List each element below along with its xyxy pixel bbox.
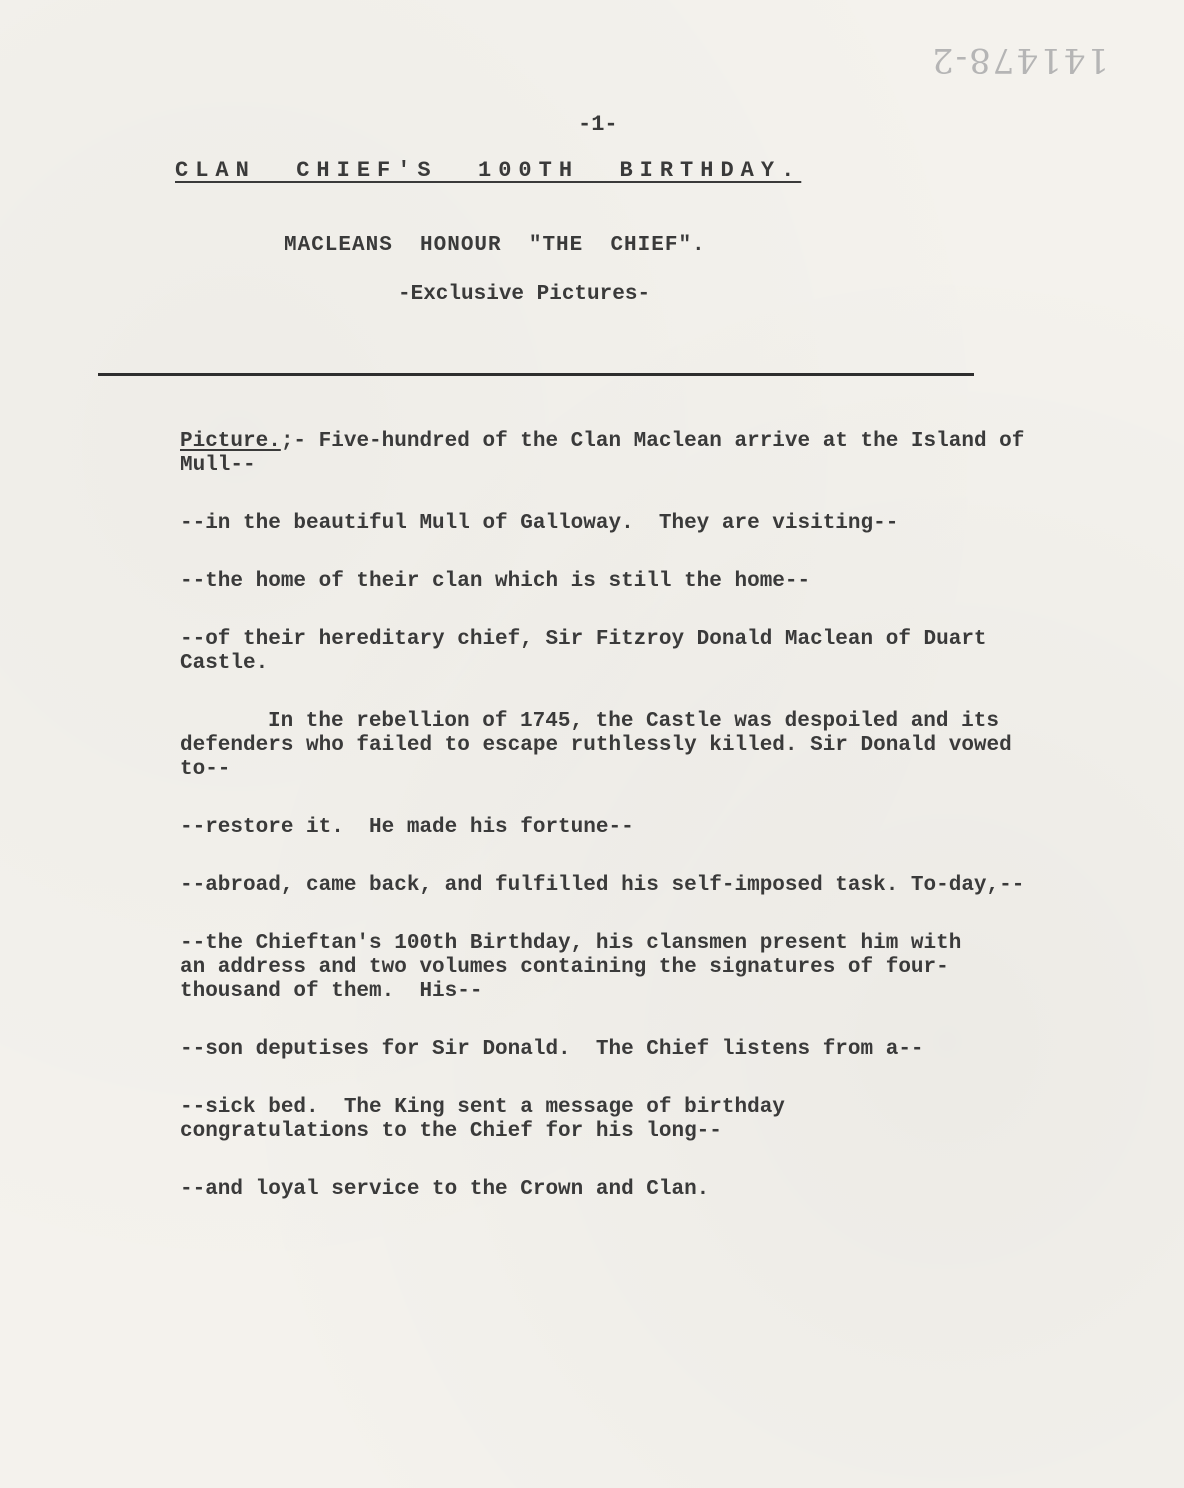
script-paragraph-10: --sick bed. The King sent a message of birthday congratulations to the Chief for his long--: [180, 1096, 798, 1143]
handwritten-reference-number: 141478-2: [930, 40, 1109, 80]
main-title: CLAN CHIEF'S 100TH BIRTHDAY.: [175, 158, 802, 183]
script-paragraph-6: --restore it. He made his fortune--: [180, 816, 634, 839]
script-paragraph-2: --in the beautiful Mull of Galloway. They are visiting--: [180, 512, 899, 535]
script-paragraph-4: --of their hereditary chief, Sir Fitzroy Donald Maclean of Duart Castle.: [180, 628, 1000, 675]
page-number: -1-: [578, 112, 618, 137]
picture-label: Picture.: [180, 430, 281, 453]
script-paragraph-8: --the Chieftan's 100th Birthday, his clansmen present him with an address and two volumes containing the signatures of four-thousand of them. His--: [180, 932, 974, 1003]
script-paragraph-1: [180, 430, 1040, 478]
subtitle: MACLEANS HONOUR "THE CHIEF".: [284, 234, 706, 257]
script-paragraph-3: --the home of their clan which is still the home--: [180, 570, 811, 593]
script-paragraph-5: In the rebellion of 1745, the Castle was despoiled and its defenders who failed to escape ruthlessly killed. Sir Donald vowed to--: [180, 710, 1025, 781]
script-paragraph-9: --son deputises for Sir Donald. The Chief listens from a--: [180, 1038, 924, 1061]
horizontal-rule: [98, 373, 974, 376]
script-paragraph-7: --abroad, came back, and fulfilled his self-imposed task. To-day,--: [180, 874, 1025, 897]
script-paragraph-11: --and loyal service to the Crown and Clan.: [180, 1178, 710, 1201]
picture-label-text: ;- Five-hundred of the Clan Maclean arrive at the Island of Mull--: [180, 430, 1037, 477]
script-body: [180, 430, 1060, 1236]
tagline: -Exclusive Pictures-: [398, 283, 651, 306]
